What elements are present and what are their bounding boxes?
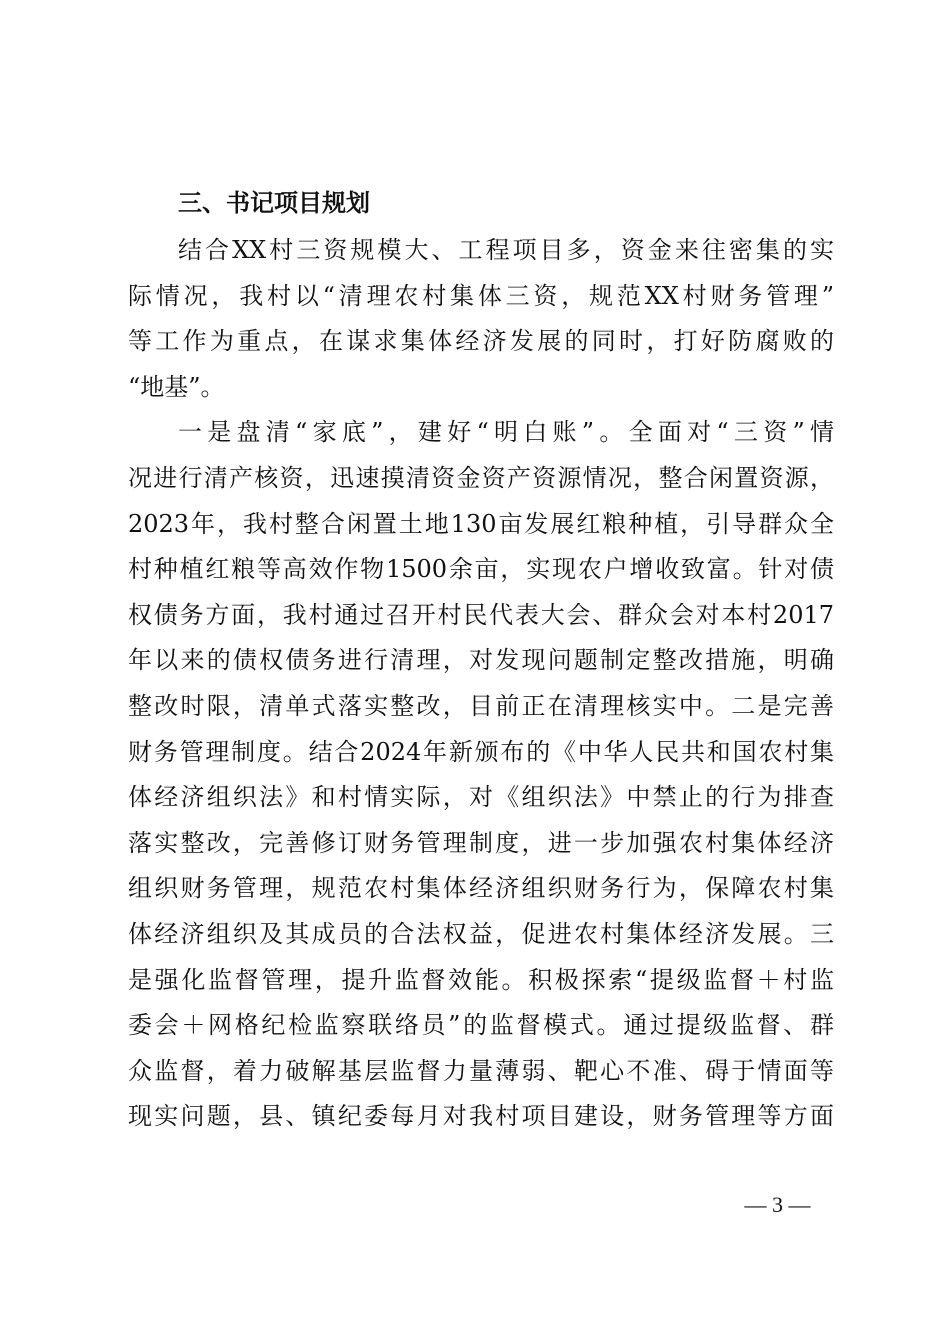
paragraph-line: 等工作为重点，在谋求集体经济发展的同时，打好防腐败的 <box>128 327 834 356</box>
paragraph-1 <box>128 228 834 410</box>
paragraph-line: 一是盘清“家底”，建好“明白账”。全面对“三资”情 <box>178 418 834 447</box>
paragraph-line: 体经济组织及其成员的合法权益，促进农村集体经济发展。三 <box>128 919 834 948</box>
paragraph-line: 况进行清产核资，迅速摸清资金资产资源情况，整合闲置资源， <box>128 463 834 492</box>
paragraph-2 <box>128 410 834 1140</box>
paragraph-line: 落实整改，完善修订财务管理制度，进一步加强农村集体经济 <box>128 828 834 857</box>
paragraph-line: 权债务方面，我村通过召开村民代表大会、群众会对本村2017 <box>128 600 834 629</box>
paragraph-line: 整改时限，清单式落实整改，目前正在清理核实中。二是完善 <box>128 691 834 720</box>
paragraph-line: 是强化监督管理，提升监督效能。积极探索“提级监督＋村监 <box>128 965 834 994</box>
paragraph-line: 年以来的债权债务进行清理，对发现问题制定整改措施，明确 <box>128 646 834 675</box>
paragraph-line: 际情况，我村以“清理农村集体三资，规范XX村财务管理” <box>128 281 834 310</box>
paragraph-line: “地基”。 <box>128 372 225 401</box>
document-body <box>128 178 834 1140</box>
paragraph-line: 体经济组织法》和村情实际，对《组织法》中禁止的行为排查 <box>128 783 834 812</box>
paragraph-line: 组织财务管理，规范农村集体经济组织财务行为，保障农村集 <box>128 874 834 903</box>
page-number: — 3 — <box>744 1192 811 1217</box>
paragraph-line: 村种植红粮等高效作物1500余亩，实现农户增收致富。针对债 <box>128 555 834 584</box>
paragraph-line: 2023年，我村整合闲置土地130亩发展红粮种植，引导群众全 <box>128 509 834 538</box>
paragraph-line: 委会＋网格纪检监察联络员”的监督模式。通过提级监督、群 <box>128 1011 834 1040</box>
section-heading: 三、书记项目规划 <box>178 189 370 217</box>
paragraph-line: 现实问题，县、镇纪委每月对我村项目建设，财务管理等方面 <box>128 1102 834 1131</box>
paragraph-line: 结合XX村三资规模大、工程项目多，资金来往密集的实 <box>178 236 834 264</box>
paragraph-line: 众监督，着力破解基层监督力量薄弱、靶心不准、碍于情面等 <box>128 1056 834 1085</box>
paragraph-line: 财务管理制度。结合2024年新颁布的《中华人民共和国农村集 <box>128 737 834 766</box>
